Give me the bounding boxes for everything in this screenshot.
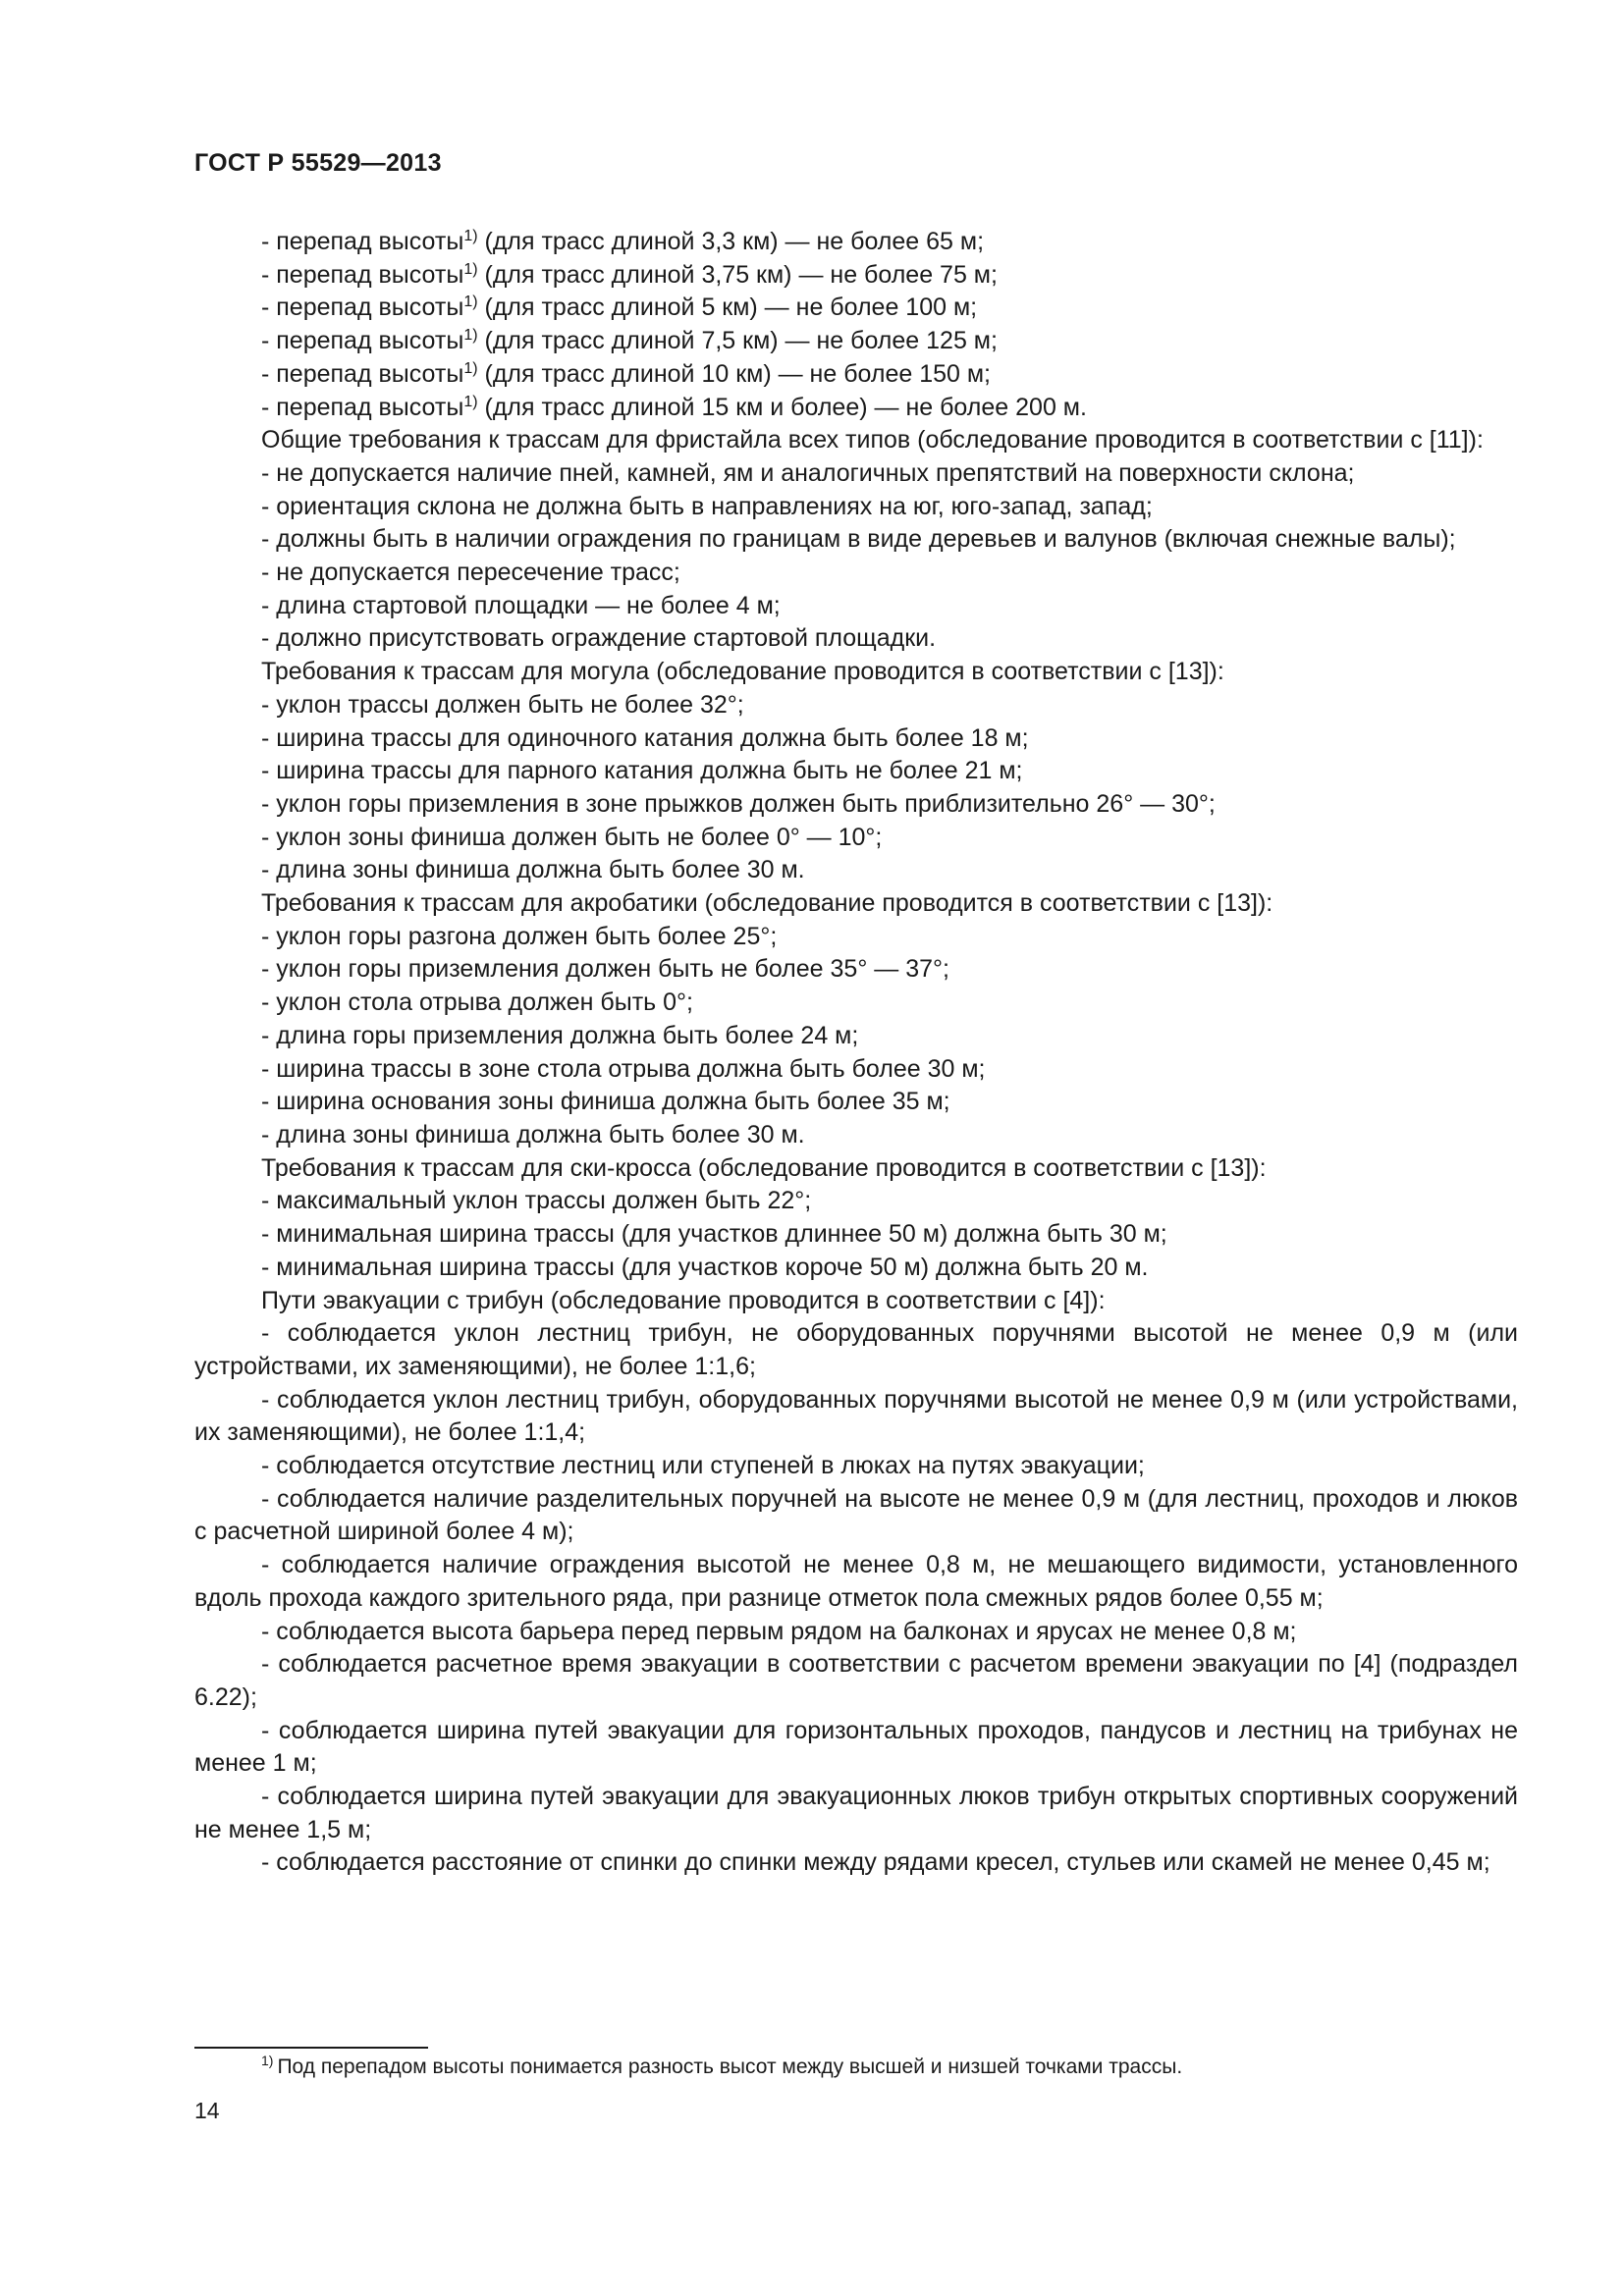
paragraph-text: - ширина трассы в зоне стола отрыва должна быть более 30 м; [261, 1054, 986, 1083]
paragraph-text: Общие требования к трассам для фристайла всех типов (обследование проводится в соответствии с [11]): [261, 426, 1484, 454]
footnote-reference: 1) [463, 327, 478, 345]
paragraph [194, 292, 1518, 325]
paragraph-text-continued: (для трасс длиной 5 км) — не более 100 м; [477, 294, 978, 322]
paragraph [194, 755, 1518, 788]
paragraph-text: - соблюдается уклон лестниц трибун, оборудованных поручнями высотой не менее 0,9 м (или устройствами, их заменяющими), не более 1:1,4; [194, 1385, 1518, 1447]
paragraph-text: - перепад высоты [261, 359, 464, 388]
paragraph-text: - перепад высоты [261, 294, 464, 322]
paragraph-text-continued: (для трасс длиной 7,5 км) — не более 125 м; [477, 327, 998, 355]
paragraph-text: - уклон горы приземления должен быть не более 35° — 37°; [261, 955, 949, 984]
paragraph-text: - не допускается пересечение трасс; [261, 559, 680, 587]
paragraph [194, 953, 1518, 987]
paragraph-text-continued: (для трасс длиной 15 км и более) — не более 200 м. [477, 393, 1087, 421]
paragraph [194, 1317, 1518, 1383]
paragraph-text: - соблюдается наличие ограждения высотой не менее 0,8 м, не мешающего видимости, установленного вдоль прохода каждого зрительного ряда, при разнице отметок пола смежных рядов более 0,55 м; [194, 1551, 1518, 1612]
paragraph [194, 1086, 1518, 1119]
paragraph [194, 226, 1518, 259]
footnote-reference: 1) [463, 393, 478, 410]
paragraph-text: - уклон горы приземления в зоне прыжков должен быть приблизительно 26° — 30°; [261, 789, 1216, 818]
paragraph-text: - соблюдается высота барьера перед первым рядом на балконах и ярусах не менее 0,8 м; [261, 1617, 1297, 1645]
paragraph [194, 1450, 1518, 1483]
paragraph-text: - соблюдается расстояние от спинки до спинки между рядами кресел, стульев или скамей не менее 0,45 м; [261, 1848, 1490, 1877]
paragraph [194, 822, 1518, 855]
paragraph-text: Требования к трассам для могула (обследование проводится в соответствии с [13]): [261, 658, 1224, 686]
paragraph [194, 1152, 1518, 1186]
paragraph [194, 1616, 1518, 1649]
paragraph-text: Требования к трассам для акробатики (обследование проводится в соответствии с [13]): [261, 889, 1273, 918]
paragraph-text: - уклон горы разгона должен быть более 25°; [261, 922, 778, 950]
paragraph [194, 722, 1518, 756]
footnote-reference: 1) [463, 228, 478, 244]
paragraph-text-continued: (для трасс длиной 3,75 км) — не более 75 м; [477, 260, 998, 289]
paragraph [194, 325, 1518, 358]
paragraph-text: - должны быть в наличии ограждения по границам в виде деревьев и валунов (включая снежные валы); [261, 525, 1456, 554]
paragraph [194, 689, 1518, 722]
paragraph-text: Пути эвакуации с трибун (обследование проводится в соответствии с [4]): [261, 1286, 1106, 1314]
footnote-reference: 1) [463, 294, 478, 311]
paragraph-text: - перепад высоты [261, 327, 464, 355]
page-header: ГОСТ Р 55529—2013 [194, 149, 442, 177]
footnote [261, 2053, 1183, 2079]
footnote-divider [194, 2047, 428, 2049]
paragraph-text: - длина зоны финиша должна быть более 30 м. [261, 856, 805, 884]
paragraph-text: - уклон трассы должен быть не более 32°; [261, 690, 744, 719]
paragraph [194, 1218, 1518, 1252]
paragraph-text: - соблюдается наличие разделительных поручней на высоте не менее 0,9 м (для лестниц, проходов и люков с расчетной шириной более 4 м); [194, 1484, 1518, 1546]
paragraph-text: - перепад высоты [261, 228, 464, 255]
paragraph [194, 1549, 1518, 1615]
paragraph-text: - соблюдается отсутствие лестниц или ступеней в люках на путях эвакуации; [261, 1452, 1145, 1480]
paragraph-text: - ориентация склона не должна быть в направлениях на юг, юго-запад, запад; [261, 492, 1153, 520]
paragraph [194, 424, 1518, 457]
document-body [194, 226, 1518, 1880]
paragraph [194, 622, 1518, 656]
paragraph-text: - длина зоны финиша должна быть более 30 м. [261, 1120, 805, 1148]
paragraph-text: Требования к трассам для ски-кросса (обследование проводится в соответствии с [13]): [261, 1153, 1267, 1182]
paragraph-text: - минимальная ширина трассы (для участков длиннее 50 м) должна быть 30 м; [261, 1220, 1167, 1249]
paragraph [194, 590, 1518, 623]
paragraph [194, 457, 1518, 491]
paragraph [194, 788, 1518, 822]
paragraph-text-continued: (для трасс длиной 3,3 км) — не более 65 м; [477, 228, 985, 255]
paragraph-text: - должно присутствовать ограждение стартовой площадки. [261, 624, 937, 653]
paragraph [194, 656, 1518, 689]
paragraph [194, 1252, 1518, 1285]
paragraph-text: - соблюдается ширина путей эвакуации для эвакуационных люков трибун открытых спортивных сооружений не менее 1,5 м; [194, 1783, 1518, 1843]
paragraph [194, 392, 1518, 425]
paragraph-text: - не допускается наличие пней, камней, ям и аналогичных препятствий на поверхности склона; [261, 458, 1355, 487]
paragraph-text: - соблюдается ширина путей эвакуации для горизонтальных проходов, пандусов и лестниц на трибунах не менее 1 м; [194, 1716, 1518, 1778]
paragraph [194, 1119, 1518, 1152]
paragraph-text: - ширина трассы для парного катания должна быть не более 21 м; [261, 757, 1023, 785]
paragraph-text: - уклон зоны финиша должен быть не более 0° — 10°; [261, 823, 883, 851]
paragraph-text: - минимальная ширина трассы (для участков короче 50 м) должна быть 20 м. [261, 1253, 1149, 1281]
paragraph [194, 358, 1518, 392]
paragraph [194, 854, 1518, 887]
paragraph-text: - максимальный уклон трассы должен быть 22°; [261, 1187, 812, 1215]
paragraph [194, 1384, 1518, 1450]
paragraph-text: - соблюдается расчетное время эвакуации в соответствии с расчетом времени эвакуации по [4] (подраздел 6.22); [194, 1650, 1518, 1711]
page-number: 14 [194, 2098, 220, 2123]
paragraph-text: - ширина основания зоны финиша должна быть более 35 м; [261, 1088, 950, 1116]
paragraph [194, 1781, 1518, 1846]
paragraph-text: - соблюдается уклон лестниц трибун, не оборудованных поручнями высотой не менее 0,9 м (или устройствами, их заменяющими), не более 1:1,6; [194, 1319, 1518, 1380]
paragraph [194, 1483, 1518, 1549]
paragraph-text: - длина стартовой площадки — не более 4 м; [261, 591, 781, 619]
paragraph-text-continued: (для трасс длиной 10 км) — не более 150 м; [477, 359, 991, 388]
paragraph [194, 1285, 1518, 1318]
paragraph-text: - перепад высоты [261, 393, 464, 421]
paragraph [194, 1020, 1518, 1053]
paragraph-text: - ширина трассы для одиночного катания должна быть более 18 м; [261, 723, 1029, 752]
footnote-reference: 1) [463, 260, 478, 278]
paragraph [194, 921, 1518, 954]
footnote-reference: 1) [463, 359, 478, 377]
paragraph [194, 1185, 1518, 1218]
paragraph [194, 491, 1518, 524]
paragraph [194, 1846, 1518, 1880]
paragraph [194, 259, 1518, 293]
paragraph-text: - перепад высоты [261, 260, 464, 289]
paragraph [194, 987, 1518, 1020]
paragraph-text: - длина горы приземления должна быть более 24 м; [261, 1021, 859, 1049]
footnote-marker: 1) [261, 2053, 274, 2068]
paragraph-text: - уклон стола отрыва должен быть 0°; [261, 988, 693, 1017]
paragraph [194, 523, 1518, 557]
paragraph [194, 557, 1518, 590]
paragraph [194, 1053, 1518, 1087]
paragraph [194, 1648, 1518, 1714]
footnote-text: Под перепадом высоты понимается разность высот между высшей и низшей точками трассы. [277, 2056, 1183, 2078]
paragraph [194, 887, 1518, 921]
paragraph [194, 1715, 1518, 1781]
